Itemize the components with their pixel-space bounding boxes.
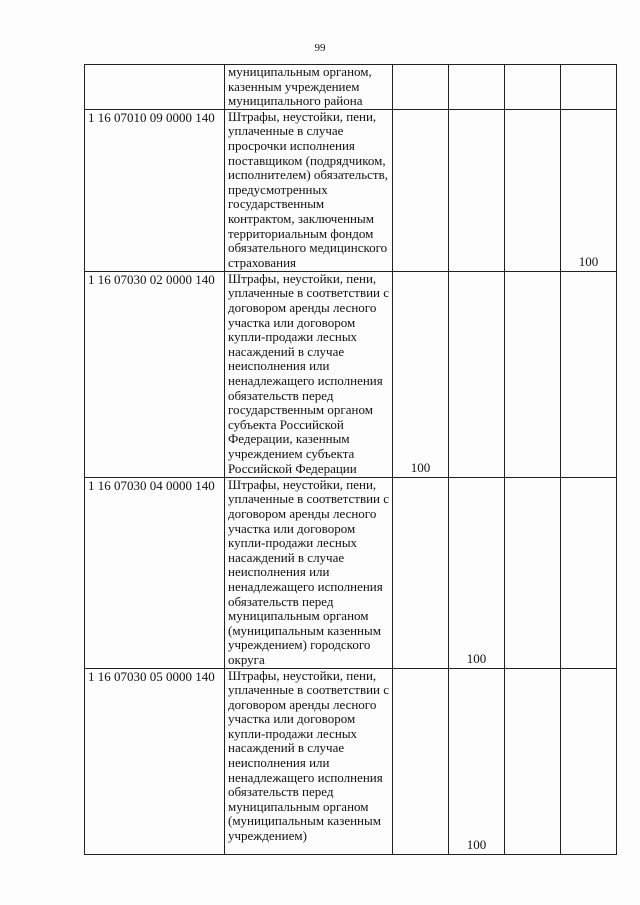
description-line: Штрафы, неустойки, пени, xyxy=(228,270,377,286)
description-line: Российской Федерации xyxy=(228,460,357,476)
description-line: договором аренды лесного xyxy=(228,299,377,315)
description-line: обязательств перед xyxy=(228,387,334,403)
description-line: купли-продажи лесных xyxy=(228,535,358,551)
description-line: поставщиком (подрядчиком, xyxy=(228,152,386,168)
description-line: обязательств перед xyxy=(228,593,334,609)
description-line: участка или договором xyxy=(228,520,356,536)
percent-cell xyxy=(505,271,561,477)
description-line: муниципальным органом xyxy=(228,608,369,624)
description-line: контрактом, заключенным xyxy=(228,210,374,226)
description-line: муниципальным органом xyxy=(228,798,369,814)
description-line: Штрафы, неустойки, пени, xyxy=(228,667,377,683)
description-line: насаждений в случае xyxy=(228,343,345,359)
description-line: округа xyxy=(228,651,265,667)
description-line: участка или договором xyxy=(228,711,356,727)
description-cell xyxy=(225,109,393,271)
description-line: купли-продажи лесных xyxy=(228,725,358,741)
table-row xyxy=(85,109,617,271)
description-line: муниципального района xyxy=(228,93,363,109)
description-line: Штрафы, неустойки, пени, xyxy=(228,108,377,124)
description-line: неисполнения или xyxy=(228,358,330,374)
description-line: договором аренды лесного xyxy=(228,696,377,712)
table-row xyxy=(85,477,617,668)
description-line: государственным органом xyxy=(228,402,373,418)
revenue-table xyxy=(84,64,617,855)
budget-code-cell: 1 16 07030 05 0000 140 xyxy=(85,668,225,854)
percent-cell xyxy=(561,477,617,668)
description-line: территориальным фондом xyxy=(228,225,374,241)
description-line: (муниципальным казенным xyxy=(228,813,381,829)
percent-cell xyxy=(449,109,505,271)
description-line: неисполнения или xyxy=(228,755,330,771)
description-cell xyxy=(225,65,393,110)
description-line: участка или договором xyxy=(228,314,356,330)
percent-cell xyxy=(505,477,561,668)
description-line: субъекта Российской xyxy=(228,416,344,432)
percent-cell xyxy=(393,65,449,110)
percent-cell xyxy=(393,668,449,854)
description-line: обязательств перед xyxy=(228,784,334,800)
percent-cell: 100 xyxy=(393,271,449,477)
page-number: 99 xyxy=(314,42,326,54)
budget-code-cell: 1 16 07030 02 0000 140 xyxy=(85,271,225,477)
description-line: страхования xyxy=(228,254,297,270)
percent-cell xyxy=(449,65,505,110)
table-row xyxy=(85,271,617,477)
table-row xyxy=(85,668,617,854)
percent-cell xyxy=(561,65,617,110)
percent-cell xyxy=(393,477,449,668)
description-line: Федерации, казенным xyxy=(228,431,350,447)
description-line: Штрафы, неустойки, пени, xyxy=(228,476,377,492)
description-line: насаждений в случае xyxy=(228,740,345,756)
description-line: ненадлежащего исполнения xyxy=(228,578,383,594)
percent-cell xyxy=(505,65,561,110)
percent-cell xyxy=(561,271,617,477)
description-line: казенным учреждением xyxy=(228,78,360,94)
description-cell xyxy=(225,271,393,477)
description-line: уплаченные в случае xyxy=(228,123,344,139)
percent-cell xyxy=(449,271,505,477)
description-line: учреждением) xyxy=(228,828,307,844)
percent-cell xyxy=(505,668,561,854)
budget-code-cell: 1 16 07010 09 0000 140 xyxy=(85,109,225,271)
description-line: ненадлежащего исполнения xyxy=(228,769,383,785)
percent-cell xyxy=(505,109,561,271)
description-line: уплаченные в соответствии с xyxy=(228,491,390,507)
description-line: уплаченные в соответствии с xyxy=(228,682,390,698)
budget-code-cell: 1 16 07030 04 0000 140 xyxy=(85,477,225,668)
description-line: просрочки исполнения xyxy=(228,137,355,153)
description-line: неисполнения или xyxy=(228,564,330,580)
percent-cell xyxy=(561,668,617,854)
description-line: насаждений в случае xyxy=(228,549,345,565)
percent-cell: 100 xyxy=(449,477,505,668)
description-line: обязательного медицинского xyxy=(228,240,388,256)
description-line: учреждением субъекта xyxy=(228,445,355,461)
percent-cell xyxy=(393,109,449,271)
percent-cell: 100 xyxy=(449,668,505,854)
budget-code-cell xyxy=(85,65,225,110)
description-cell xyxy=(225,477,393,668)
description-line: исполнителем) обязательств, xyxy=(228,167,388,183)
description-line: купли-продажи лесных xyxy=(228,329,358,345)
description-cell xyxy=(225,668,393,854)
description-line: договором аренды лесного xyxy=(228,505,377,521)
description-line: государственным xyxy=(228,196,325,212)
description-line: (муниципальным казенным xyxy=(228,622,381,638)
table-row xyxy=(85,65,617,110)
percent-cell: 100 xyxy=(561,109,617,271)
description-line: предусмотренных xyxy=(228,181,328,197)
description-line: ненадлежащего исполнения xyxy=(228,372,383,388)
description-line: учреждением) городского xyxy=(228,637,371,653)
description-line: уплаченные в соответствии с xyxy=(228,285,390,301)
description-line: муниципальным органом, xyxy=(228,64,372,79)
